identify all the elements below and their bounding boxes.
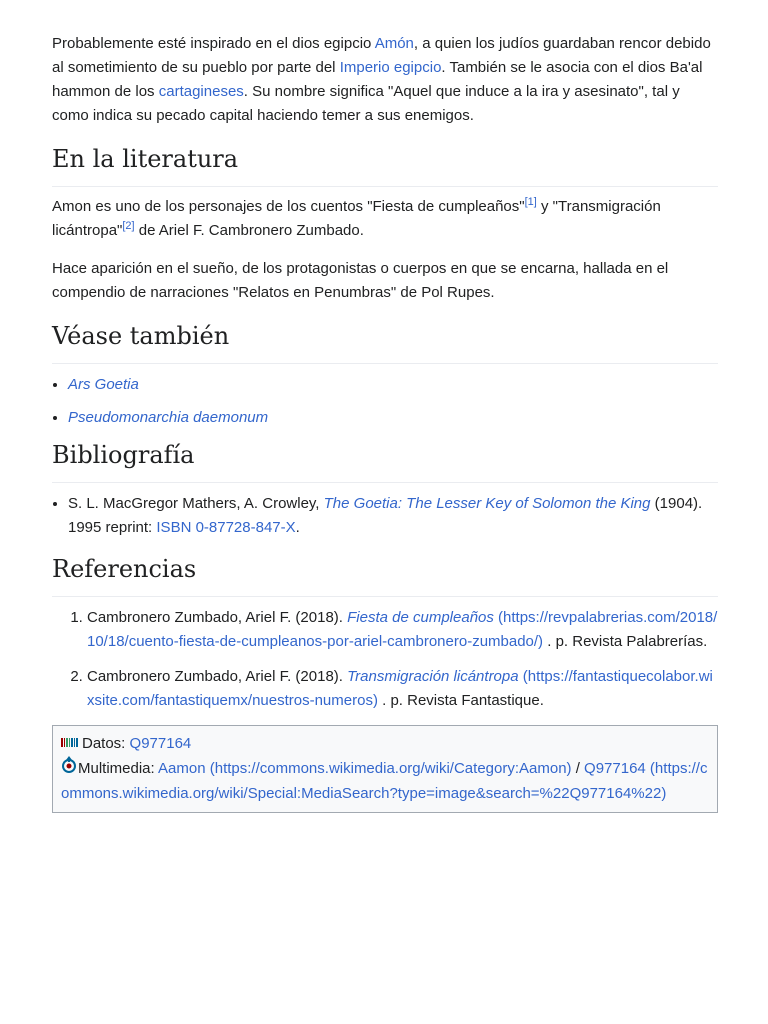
multimedia-label: Multimedia:	[78, 760, 159, 777]
datos-label: Datos:	[82, 735, 130, 752]
link-isbn[interactable]: ISBN 0-87728-847-X	[156, 519, 296, 536]
link-commons-search[interactable]: Q977164 (https://commons.wikimedia.org/wiki/Special:MediaSearch?type=image&search=%22Q977164%22)	[61, 760, 708, 803]
bibliografia-text: S. L. MacGregor Mathers, A. Crowley,	[68, 495, 324, 512]
reference-url: (https://fantastiquecolabor.wixsite.com/fantastiquemx/nuestros-numeros)	[87, 668, 713, 709]
article-content	[52, 32, 718, 813]
intro-paragraph	[52, 32, 718, 128]
separator: /	[571, 760, 585, 777]
reference-tail: . p. Revista Palabrerías.	[543, 633, 708, 650]
list-item	[68, 406, 718, 430]
bibliografia-text: .	[295, 519, 300, 536]
heading-bibliografia: Bibliografía	[52, 440, 718, 483]
intro-text: . También se le asocia con el dios Ba'al hammon de los	[52, 59, 703, 100]
link-commons-category[interactable]: Aamon (https://commons.wikimedia.org/wiki/Category:Aamon)	[158, 760, 572, 777]
reference-tail: . p. Revista Fantastique.	[377, 692, 544, 709]
commons-icon	[61, 756, 77, 782]
list-item	[87, 665, 718, 713]
reference-author: Cambronero Zumbado, Ariel F. (2018).	[87, 609, 348, 626]
reference-title: Transmigración licántropa	[347, 668, 519, 685]
list-item	[68, 373, 718, 397]
literatura-text: y "Transmigración licántropa"	[52, 198, 661, 239]
vease-list	[52, 373, 718, 430]
list-item	[68, 492, 718, 540]
literatura-paragraph-2: Hace aparición en el sueño, de los protagonistas o cuerpos en que se encarna, hallada en el compendio de narraciones "Relatos en Penumbras" de Pol Rupes.	[52, 260, 669, 301]
authority-control-box	[52, 725, 718, 813]
literatura-text: de Ariel F. Cambronero Zumbado.	[134, 222, 364, 239]
referencias-list	[52, 606, 718, 713]
reference-url: (https://revpalabrerias.com/2018/10/18/cuento-fiesta-de-cumpleanos-por-ariel-cambronero-zumbado/)	[87, 609, 718, 650]
reference-title: Fiesta de cumpleaños	[347, 609, 494, 626]
link-amon[interactable]: Amón	[374, 35, 414, 52]
link-cartagineses[interactable]: cartagineses	[158, 83, 244, 100]
literatura-text: Amon es uno de los personajes de los cuentos "Fiesta de cumpleaños"	[52, 198, 525, 215]
reference-1-link[interactable]: [1]	[524, 196, 537, 208]
reference-author: Cambronero Zumbado, Ariel F. (2018).	[87, 668, 348, 685]
link-goetia-book[interactable]: The Goetia: The Lesser Key of Solomon the King	[323, 495, 651, 512]
heading-literatura: En la literatura	[52, 144, 718, 187]
link-ars-goetia[interactable]: Ars Goetia	[68, 376, 139, 393]
intro-text: Probablemente esté inspirado en el dios egipcio	[52, 35, 375, 52]
intro-text: , a quien los judíos guardaban rencor debido al sometimiento de su pueblo por parte del	[52, 35, 711, 76]
wikidata-icon	[61, 732, 79, 756]
link-imperio-egipcio[interactable]: Imperio egipcio	[339, 59, 442, 76]
intro-text: . Su nombre significa "Aquel que induce a la ira y asesinato", tal y como indica su pecado capital haciendo temer a sus enemigos.	[52, 83, 680, 124]
multimedia-row	[61, 756, 709, 806]
list-item	[87, 606, 718, 654]
bibliografia-text: (1904). 1995 reprint:	[68, 495, 703, 536]
bibliografia-list	[52, 492, 718, 540]
heading-vease-tambien: Véase también	[52, 321, 718, 364]
link-wikidata[interactable]: Q977164	[129, 735, 192, 752]
literatura-paragraph-1	[52, 195, 718, 243]
datos-row	[61, 732, 709, 756]
link-pseudomonarchia[interactable]: Pseudomonarchia daemonum	[68, 409, 269, 426]
heading-referencias: Referencias	[52, 554, 718, 597]
reference-2-link[interactable]: [2]	[122, 220, 135, 232]
